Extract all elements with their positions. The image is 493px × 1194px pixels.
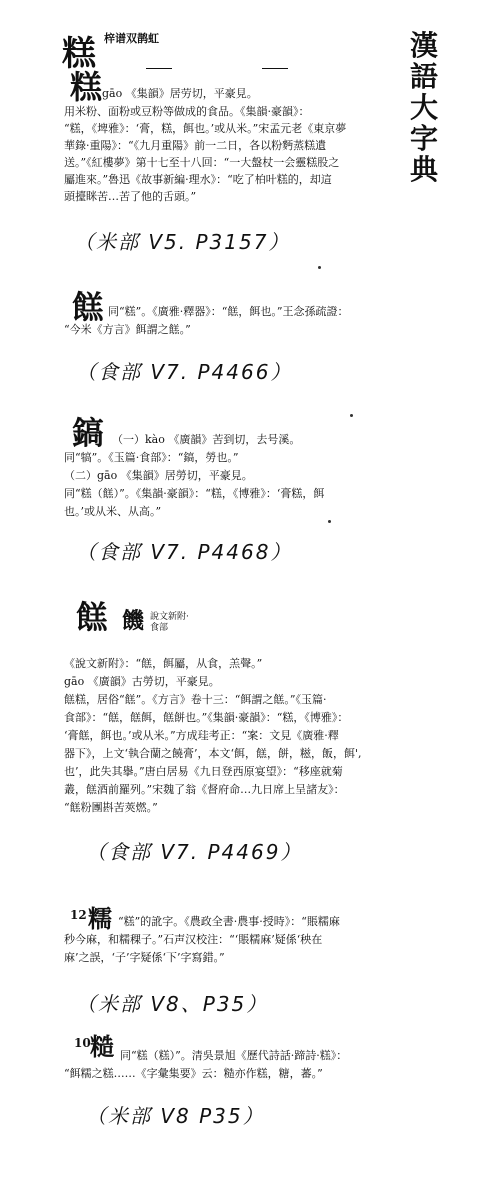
- entry-line: “糕”的訛字。《農政全書·農事·授時》：“賬糯麻: [118, 915, 340, 928]
- entry-line: 同“糕（糕）”。清吳景旭《歷代詩話·蹄詩·糕》：: [120, 1049, 348, 1062]
- handwritten-reference: （米部 V5. P3157）: [74, 230, 291, 254]
- dictionary-title-char: 語: [409, 60, 438, 93]
- entry-line: 頭擡眯苦…苦了他的舌頭。”: [64, 190, 197, 203]
- page-heading-char: 糕: [62, 34, 96, 74]
- entry-line: gāo 《集韻》居劳切，平豪見。: [102, 87, 258, 100]
- entry-line: “今米《方言》餌謂之餻。”: [64, 323, 191, 336]
- entry-line: 麻’之誤，‘子’字疑係‘下’字寫錯。”: [64, 951, 225, 964]
- page-heading-label: 梓谱双鹊虹: [104, 32, 159, 45]
- entry-line: 《說文新附》：“餻，餌屬，从食，羔聲。”: [64, 657, 263, 670]
- entry-headword: 糕: [70, 68, 103, 106]
- entry-line: “餻粉團斟苦莢燃。”: [64, 801, 158, 814]
- entry-line: gāo 《廣韻》古勞切，平豪見。: [64, 675, 220, 688]
- entry-headword: 糙: [90, 1032, 114, 1061]
- entry-line: 食部》：“餻，餻餌，餻餅也。”《集韻·豪韻》：“糕，《博雅》：: [64, 711, 349, 724]
- stroke-count: 10: [74, 1036, 91, 1050]
- entry-headword: 糯: [88, 904, 112, 933]
- variant-source-line: 食部: [150, 623, 169, 633]
- entry-line: ‘膏餻，餌也。’或从米。”方成珪考正：“案：文見《廣雅·釋: [64, 729, 339, 742]
- handwritten-reference: （食部 V7. P4469）: [86, 840, 303, 864]
- entry-line: 也’，此失其擧。”唐白居易《九日登西原宴望》：“移座就菊: [64, 765, 343, 778]
- dictionary-title-char: 大: [409, 91, 438, 124]
- entry-line: 秒今麻，和糯稞子。”石声汉校注：“‘賬糯麻’疑係‘秧在: [64, 933, 323, 946]
- entry-line: （一）kào 《廣韻》苦到切，去号溪。: [112, 433, 301, 446]
- entry-line: “餌糯之糕……《字彙集要》云：糙亦作糕，糖，蕃。”: [64, 1067, 323, 1080]
- handwritten-reference: （米部 V8、P35）: [76, 992, 269, 1016]
- seal-script-variant: 饑: [121, 608, 144, 634]
- entry-headword: 餻: [76, 598, 109, 636]
- entry-line: 華錄·重陽》：“《九月重陽》前一二日，各以粉麪蒸糕遺: [64, 139, 327, 152]
- dictionary-title-char: 字: [409, 122, 438, 155]
- dictionary-title: [407, 30, 441, 185]
- entry-headword: 鎬: [72, 414, 105, 452]
- entry-headword: 餻: [72, 288, 105, 326]
- entry-line: （二）gāo 《集韻》居勞切，平豪見。: [64, 469, 253, 482]
- header-dash: [146, 68, 172, 69]
- stroke-count: 12: [70, 908, 87, 922]
- entry-line: 器下》，上文‘執合蘭之饒膏’，本文‘餌，餻，餅，糍，飯，餌',: [64, 747, 362, 760]
- entry-line: 同“糕（餻）”。《集韻·豪韻》：“糕，《博雅》：‘膏糕，餌: [64, 487, 325, 500]
- entry-line: 用米粉、面粉或豆粉等做成的食品。《集韻·豪韻》：: [64, 105, 310, 118]
- entry-line: 也。’或从米、从高。”: [64, 505, 162, 518]
- entry-line: 同“犒”。《玉篇·食部》：“鎬，勞也。”: [64, 451, 239, 464]
- handwritten-reference: （米部 V8 P35）: [86, 1104, 265, 1128]
- header-dash: [262, 68, 288, 69]
- entry-line: 送。”《紅樓夢》第十七至十八回：“一大盤杖一会靈糕股之: [64, 156, 340, 169]
- variant-source-line: 說文新附·: [150, 612, 189, 622]
- variant-source: [150, 612, 189, 634]
- entry-line: 叢，餻酒前羅列。”宋魏了翁《督府命…九日席上呈諸友》：: [64, 783, 345, 796]
- entry-line: “糕，《埤雅》：‘膏，糕，餌也。’或从米。”宋孟元老《東京夢: [64, 122, 347, 135]
- scan-speck: [328, 520, 331, 523]
- scan-speck: [318, 266, 321, 269]
- entry-line: 屬進來。”魯迅《故事新編·理水》：“吃了柏叶糕的，却這: [64, 173, 332, 186]
- entry-line: 同“糕”。《廣雅·釋器》：“餻，餌也。”王念孫疏證：: [108, 305, 349, 318]
- handwritten-reference: （食部 V7. P4466）: [76, 360, 293, 384]
- handwritten-reference: （食部 V7. P4468）: [76, 540, 293, 564]
- dictionary-title-char: 典: [409, 153, 438, 186]
- dictionary-title-char: 漢: [409, 29, 438, 62]
- entry-line: 餻糕，居俗“餻”。《方言》卷十三：“餌謂之餻。”《玉篇·: [64, 693, 327, 706]
- scan-speck: [350, 414, 353, 417]
